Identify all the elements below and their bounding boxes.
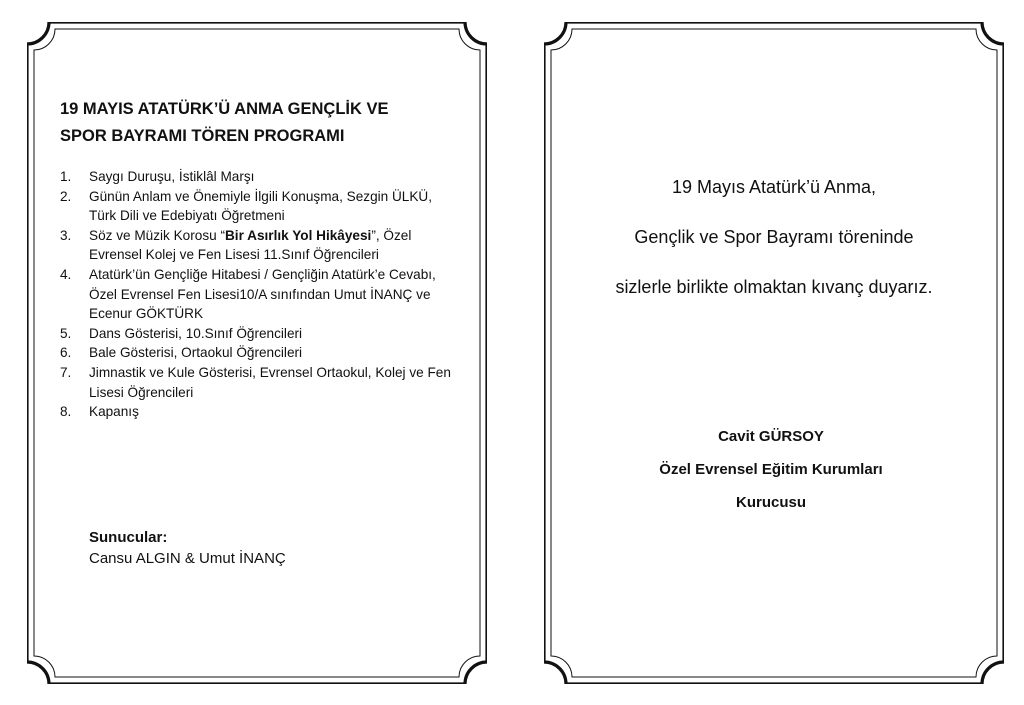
item-text: Dans Gösterisi, 10.Sınıf Öğrencileri [89,325,303,341]
program-item [60,324,460,344]
program-title [60,96,460,150]
invitation-text [544,162,1004,312]
item-text: Atatürk’ün Gençliğe Hitabesi / Gençliğin Atatürk’e Cevabı, Özel Evrensel Fen Lisesi10/A sınıfından Umut İNANÇ ve Ecenur GÖKTÜRK [89,266,436,322]
program-item [60,226,460,265]
item-number: 6. [60,345,72,361]
signer-role: Kurucusu [735,494,806,511]
presenters-label: Sunucular: [89,529,168,546]
choir-piece-title: Bir Asırlık Yol Hikâyesi [224,227,372,243]
item-number: 3. [60,227,72,243]
item-number: 1. [60,169,72,184]
item-text-before: Söz ve Müzik Korosu “ [89,227,225,243]
item-number: 4. [60,266,72,282]
program-title-line-2: SPOR BAYRAMI TÖREN PROGRAMI [60,127,345,145]
item-text: Saygı Duruşu, İstiklâl Marşı [89,169,255,184]
program-item [60,265,460,324]
signature-block [544,420,998,519]
item-text: Bale Gösterisi, Ortaokul Öğrencileri [89,345,303,361]
item-text: Günün Anlam ve Önemiyle İlgili Konuşma, Sezgin ÜLKÜ, Türk Dili ve Edebiyatı Öğretmeni [89,188,433,224]
presenters-block [89,527,286,569]
invitation-line-3: sizlerle birlikte olmaktan kıvanç duyarız. [615,277,933,297]
program-title-line-1: 19 MAYIS ATATÜRK’Ü ANMA GENÇLİK VE [60,100,389,118]
program-card [27,22,487,684]
signer-name: Cavit GÜRSOY [718,428,824,445]
item-number: 7. [60,364,72,380]
program-item [60,343,460,363]
invitation-card [544,22,1004,684]
invitation-line-2: Gençlik ve Spor Bayramı töreninde [634,227,914,247]
item-text-after: ”, Özel Evrensel Kolej ve Fen Lisesi 11.Sınıf Öğrencileri [89,227,412,263]
item-number: 2. [60,188,72,204]
program-item [60,402,460,422]
item-text: Jimnastik ve Kule Gösterisi, Evrensel Ortaokul, Kolej ve Fen Lisesi Öğrencileri [89,364,451,400]
program-list [60,167,460,422]
program-item [60,167,460,187]
signer-organization: Özel Evrensel Eğitim Kurumları [659,461,883,478]
item-text: Kapanış [89,404,139,420]
program-item [60,363,460,402]
item-number: 5. [60,325,72,341]
item-number: 8. [60,404,72,420]
invitation-line-1: 19 Mayıs Atatürk’ü Anma, [671,177,877,197]
presenters-names: Cansu ALGIN & Umut İNANÇ [89,550,286,567]
program-item [60,187,460,226]
